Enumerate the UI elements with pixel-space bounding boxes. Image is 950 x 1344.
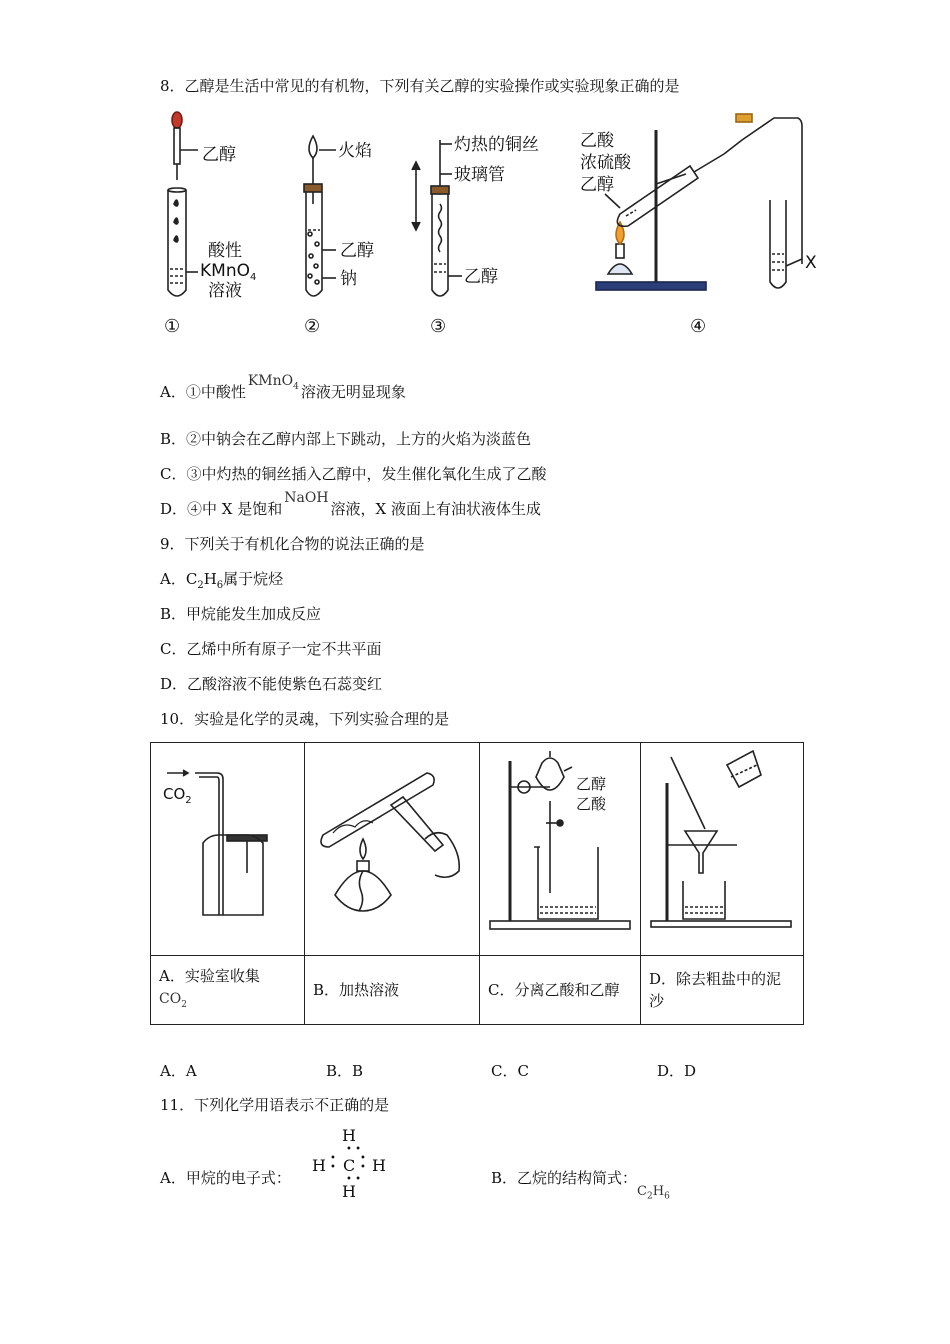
q10-figure-b [305, 743, 479, 951]
q8-option-d-rest: 溶液，X 液面上有油状液体生成 [330, 500, 541, 518]
q10-caption-a: A．实验室收集 $CO_2$ [151, 956, 305, 1025]
q9-stem: 9．下列关于有机化合物的说法正确的是 [160, 535, 425, 553]
q8-option-a-rest: 溶液无明显现象 [300, 383, 406, 401]
q8-figure [150, 104, 850, 344]
q8-option-b[interactable]: B．②中钠会在乙醇内部上下跳动，上方的火焰为淡蓝色 [160, 430, 532, 448]
q10-caption-d: D．除去粗盐中的泥沙 [641, 956, 804, 1025]
q10-caption-c: C．分离乙酸和乙醇 [480, 956, 641, 1025]
q10-figure-c-cell [480, 743, 641, 956]
fig3-label-ethanol: 乙醇 [464, 267, 498, 287]
fig1-label-solution: 溶液 [208, 281, 242, 301]
fig2-label-ethanol: 乙醇 [340, 241, 374, 261]
fig4-label-acetic-acid: 乙酸 [580, 131, 614, 151]
q8-stem: 8．乙醇是生活中常见的有机物，下列有关乙醇的实验操作或实验现象正确的是 [160, 77, 680, 95]
q10-figure-d-cell [641, 743, 804, 956]
q10-choice-c[interactable]: C．C [491, 1062, 529, 1080]
q10-choice-b[interactable]: B．B [326, 1062, 364, 1080]
q10-experiment-table [150, 742, 804, 1025]
q8-option-c[interactable]: C．③中灼热的铜丝插入乙醇中，发生催化氧化生成了乙酸 [160, 465, 547, 483]
fig4-label-x: X [805, 253, 817, 273]
q10-figure-c [480, 743, 640, 951]
fig1-number: ① [164, 316, 181, 337]
q11-stem: 11．下列化学用语表示不正确的是 [160, 1096, 390, 1114]
q10-figure-c-acetic-acid-label: 乙酸 [576, 795, 607, 813]
fig3-label-copper-wire: 灼热的铜丝 [454, 135, 539, 155]
fig3-label-glass-tube: 玻璃管 [454, 165, 505, 185]
fig4-number: ④ [690, 316, 707, 337]
q10-figure-a-co2-label: $CO_2$ [163, 785, 192, 806]
fig3-number: ③ [430, 316, 447, 337]
q11-option-a[interactable]: A．甲烷的电子式： [160, 1169, 291, 1187]
q9-option-a[interactable]: A．$C_2H_6$属于烷烃 [160, 570, 284, 591]
q8-option-d-text: D．④中 X 是饱和 [160, 500, 283, 518]
fig4-label-ethanol: 乙醇 [580, 175, 614, 195]
fig4-label-sulfuric-acid: 浓硫酸 [580, 153, 631, 173]
q9-option-c[interactable]: C．乙烯中所有原子一定不共平面 [160, 640, 382, 658]
fig1-label-ethanol: 乙醇 [202, 145, 236, 165]
q9-option-d[interactable]: D．乙酸溶液不能使紫色石蕊变红 [160, 675, 383, 693]
q10-choice-d[interactable]: D．D [657, 1062, 697, 1080]
fig2-label-sodium: 钠 [340, 269, 357, 289]
q10-figure-a-cell [151, 743, 305, 956]
fig2-number: ② [304, 316, 321, 337]
q10-figure-b-cell [305, 743, 480, 956]
fig2-label-flame: 火焰 [338, 141, 372, 161]
q11-option-b[interactable]: B．乙烷的结构简式：$C_2H_6$ [491, 1169, 670, 1202]
q10-stem: 10．实验是化学的灵魂，下列实验合理的是 [160, 710, 450, 728]
q8-option-d[interactable] [160, 490, 541, 520]
q10-figure-d [641, 743, 803, 951]
q8-option-d-formula: NaOH [284, 490, 329, 506]
methane-electron-formula: H • • H • • C • • H • • H [312, 1126, 386, 1201]
q10-caption-b: B．加热溶液 [305, 956, 480, 1025]
q10-figure-a [151, 743, 304, 951]
q8-option-a-formula: KMnO$_4$ [247, 373, 299, 392]
fig1-label-acidic: 酸性 [208, 241, 242, 261]
q8-option-a-text: A．①中酸性 [160, 383, 246, 401]
q10-choice-a[interactable]: A．A [160, 1062, 197, 1080]
q9-option-b[interactable]: B．甲烷能发生加成反应 [160, 605, 322, 623]
q10-figure-c-ethanol-label: 乙醇 [576, 775, 607, 793]
q8-option-a[interactable] [160, 373, 406, 409]
fig1-label-kmno4: KMnO$_4$ [200, 261, 257, 283]
